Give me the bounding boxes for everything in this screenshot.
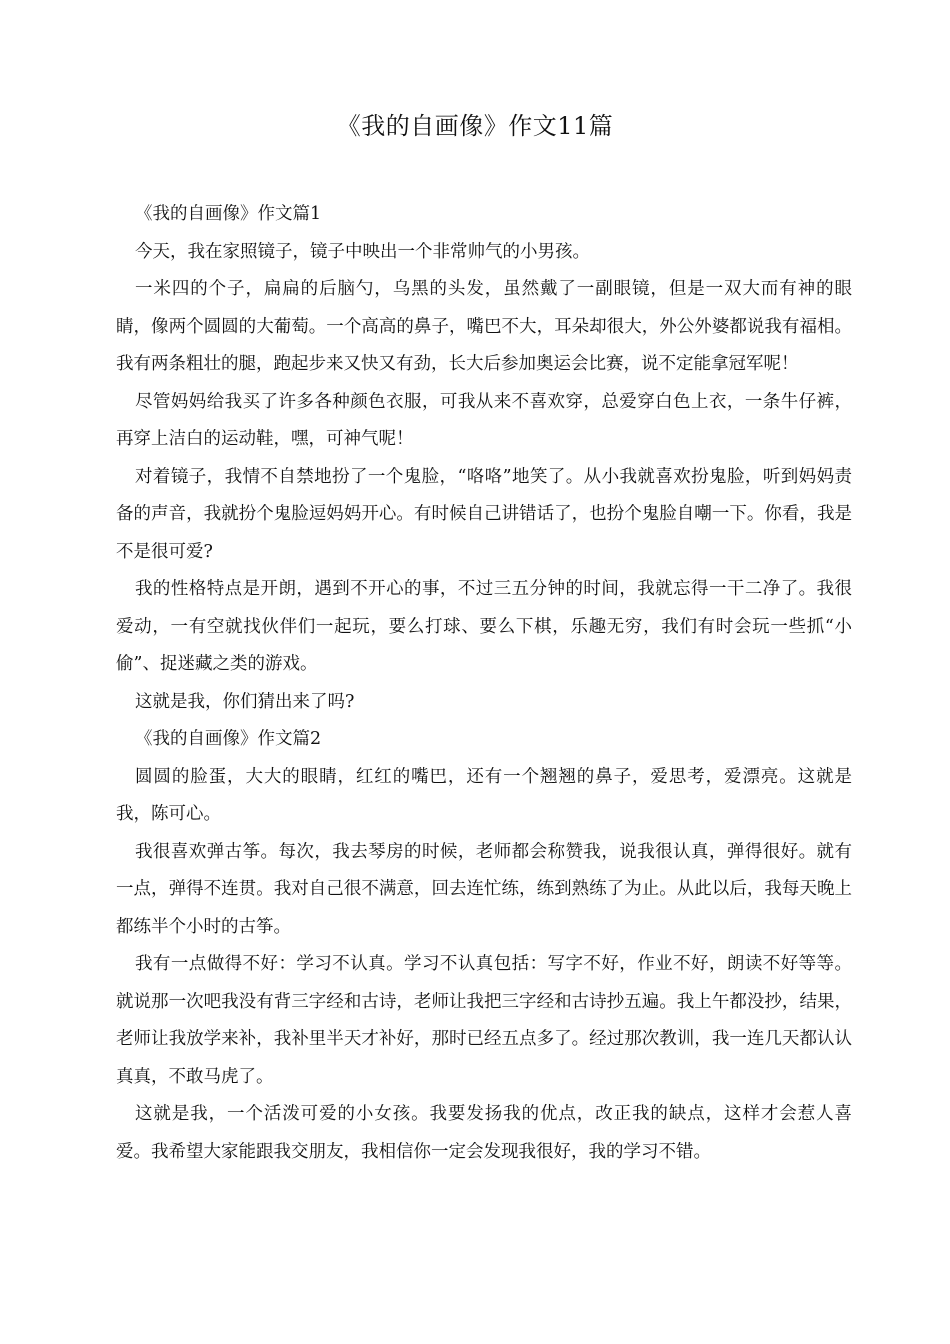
section-heading-1: 《我的自画像》作文篇1 <box>135 204 322 224</box>
paragraph: 我有一点做得不好：学习不认真。学习不认真包括：写字不好，作业不好，朗读不好等等。就说那一次吧我没有背三字经和古诗，老师让我把三字经和古诗抄五遍。我上午都没抄，结果，老师让我放学来补，我补里半天才补好，那时已经五点多了。经过那次教训，我一连几天都认认真真，不敢马虎了。 <box>116 954 852 1087</box>
paragraph: 尽管妈妈给我买了许多各种颜色衣服，可我从来不喜欢穿，总爱穿白色上衣，一条牛仔裤，再穿上洁白的运动鞋，嘿，可神气呢！ <box>116 391 852 449</box>
paragraph: 今天，我在家照镜子，镜子中映出一个非常帅气的小男孩。 <box>135 241 590 262</box>
paragraph: 圆圆的脸蛋，大大的眼睛，红红的嘴巴，还有一个翘翘的鼻子，爱思考，爱漂亮。这就是我，陈可心。 <box>116 766 852 824</box>
section-heading-2: 《我的自画像》作文篇2 <box>135 729 322 749</box>
document-body <box>116 196 852 1171</box>
paragraph: 一米四的个子，扁扁的后脑勺，乌黑的头发，虽然戴了一副眼镜，但是一双大而有神的眼睛，像两个圆圆的大葡萄。一个高高的鼻子，嘴巴不大，耳朵却很大，外公外婆都说我有福相。我有两条粗壮的腿，跑起步来又快又有劲，长大后参加奥运会比赛，说不定能拿冠军呢！ <box>116 279 852 374</box>
paragraph: 我的性格特点是开朗，遇到不开心的事，不过三五分钟的时间，我就忘得一干二净了。我很爱动，一有空就找伙伴们一起玩，要么打球、要么下棋，乐趣无穷，我们有时会玩一些抓“小偷”、捉迷藏之类的游戏。 <box>116 579 852 674</box>
document-title: 《我的自画像》作文11篇 <box>336 112 614 140</box>
paragraph: 对着镜子，我情不自禁地扮了一个鬼脸，“咯咯”地笑了。从小我就喜欢扮鬼脸，听到妈妈责备的声音，我就扮个鬼脸逗妈妈开心。有时候自己讲错话了，也扮个鬼脸自嘲一下。你看，我是不是很可爱? <box>116 466 852 562</box>
paragraph: 这就是我，你们猜出来了吗? <box>135 691 355 712</box>
paragraph: 我很喜欢弹古筝。每次，我去琴房的时候，老师都会称赞我，说我很认真，弹得很好。就有一点，弹得不连贯。我对自己很不满意，回去连忙练，练到熟练了为止。从此以后，我每天晚上都练半个小时的古筝。 <box>116 841 852 937</box>
paragraph: 这就是我，一个活泼可爱的小女孩。我要发扬我的优点，改正我的缺点，这样才会惹人喜爱。我希望大家能跟我交朋友，我相信你一定会发现我很好，我的学习不错。 <box>116 1104 852 1162</box>
